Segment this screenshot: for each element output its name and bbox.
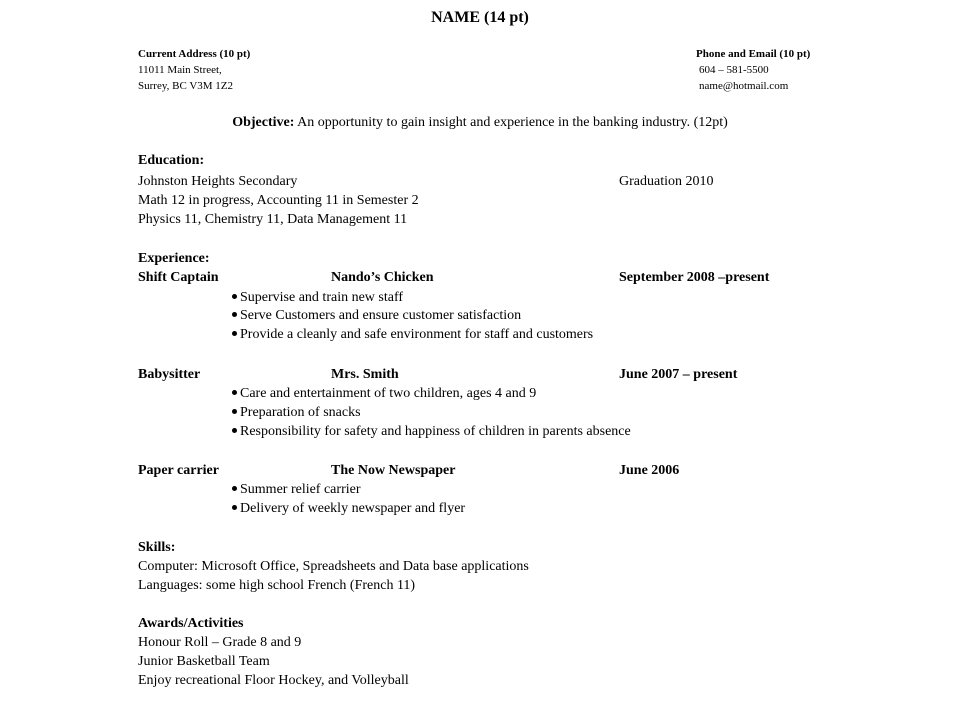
job-bullet: Delivery of weekly newspaper and flyer xyxy=(232,499,465,518)
address-label: Current Address (10 pt) xyxy=(138,48,251,60)
education-graduation: Graduation 2010 xyxy=(619,174,714,189)
job-bullet: Summer relief carrier xyxy=(232,480,361,499)
job-title: Babysitter xyxy=(138,367,201,382)
job-title: Shift Captain xyxy=(138,270,219,285)
experience-heading: Experience: xyxy=(138,251,210,266)
awards-item: Honour Roll – Grade 8 and 9 xyxy=(138,635,302,650)
bullet-icon xyxy=(232,428,237,433)
awards-item: Enjoy recreational Floor Hockey, and Volleyball xyxy=(138,673,409,688)
bullet-icon xyxy=(232,486,237,491)
phone-number: 604 – 581-5500 xyxy=(699,64,769,76)
address-line-2: Surrey, BC V3M 1Z2 xyxy=(138,80,234,92)
job-dates: September 2008 –present xyxy=(619,270,770,285)
job-bullet: Care and entertainment of two children, ages 4 and 9 xyxy=(232,384,536,403)
bullet-icon xyxy=(232,312,237,317)
email-address: name@hotmail.com xyxy=(699,80,789,92)
job-title: Paper carrier xyxy=(138,463,219,478)
job-bullet: Provide a cleanly and safe environment for staff and customers xyxy=(232,325,593,344)
job-bullet: Serve Customers and ensure customer satisfaction xyxy=(232,306,521,325)
job-dates: June 2007 – present xyxy=(619,367,738,382)
skills-computer: Computer: Microsoft Office, Spreadsheets and Data base applications xyxy=(138,559,529,574)
bullet-icon xyxy=(232,505,237,510)
job-dates: June 2006 xyxy=(619,463,680,478)
objective-line xyxy=(0,115,960,131)
education-heading: Education: xyxy=(138,153,205,168)
objective-label: Objective: xyxy=(232,115,295,130)
job-bullet: Preparation of snacks xyxy=(232,403,361,422)
bullet-icon xyxy=(232,390,237,395)
job-bullet: Responsibility for safety and happiness of children in parents absence xyxy=(232,422,631,441)
education-school: Johnston Heights Secondary xyxy=(138,174,298,189)
bullet-icon xyxy=(232,409,237,414)
job-employer: Mrs. Smith xyxy=(331,367,399,382)
address-line-1: 11011 Main Street, xyxy=(138,64,222,76)
bullet-icon xyxy=(232,331,237,336)
education-courses-2: Physics 11, Chemistry 11, Data Management 11 xyxy=(138,212,408,227)
awards-item: Junior Basketball Team xyxy=(138,654,270,669)
job-employer: Nando’s Chicken xyxy=(331,270,434,285)
phone-email-label: Phone and Email (10 pt) xyxy=(696,48,811,60)
job-employer: The Now Newspaper xyxy=(331,463,456,478)
skills-heading: Skills: xyxy=(138,540,176,555)
education-courses-1: Math 12 in progress, Accounting 11 in Semester 2 xyxy=(138,193,419,208)
job-bullet: Supervise and train new staff xyxy=(232,288,403,307)
objective-text: An opportunity to gain insight and experience in the banking industry. (12pt) xyxy=(294,115,728,130)
skills-languages: Languages: some high school French (French 11) xyxy=(138,578,416,593)
name-heading: NAME (14 pt) xyxy=(431,9,529,26)
awards-heading: Awards/Activities xyxy=(138,616,244,631)
bullet-icon xyxy=(232,294,237,299)
